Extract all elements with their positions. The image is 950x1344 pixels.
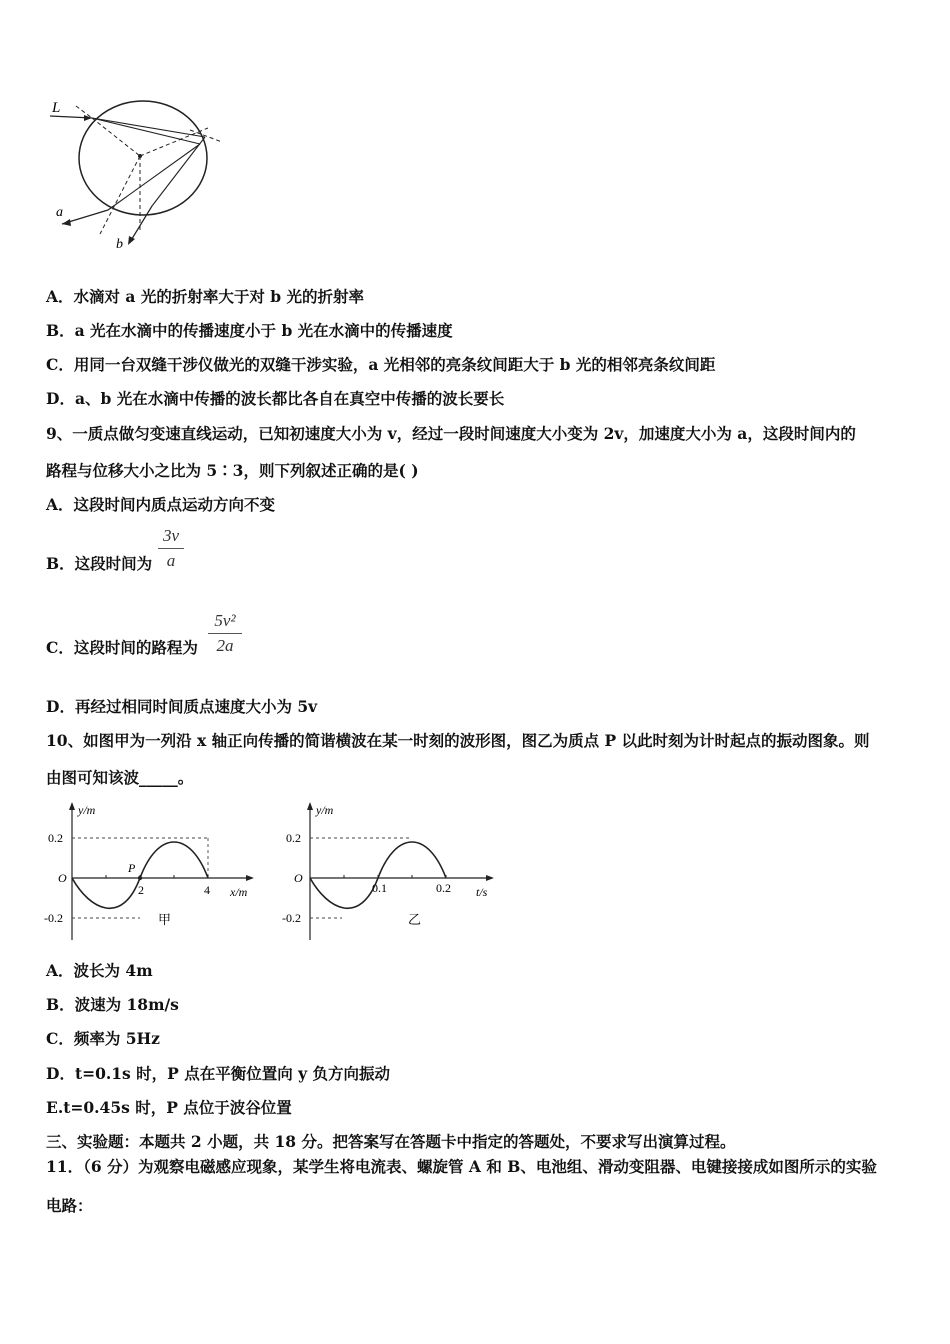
jia-y-pos: 0.2 xyxy=(48,831,63,845)
q10-stem-line1: 10、如图甲为一列沿 x 轴正向传播的简谐横波在某一时刻的波形图，图乙为质点 P 以此时刻为计时起点的振动图象。则 xyxy=(46,731,870,750)
wave-graph-jia xyxy=(40,800,260,945)
q9-option-b-fraction xyxy=(158,526,184,571)
q9-option-c-fraction xyxy=(208,611,242,656)
jia-x-label: x/m xyxy=(230,885,248,899)
yi-x-tick-0-1: 0.1 xyxy=(372,881,387,895)
vibration-graph-yi xyxy=(278,800,508,945)
q9-option-d: D．再经过相同时间质点速度大小为 5v xyxy=(46,697,318,716)
q9-option-b: B．这段时间为 xyxy=(46,554,153,573)
q9-option-c: C．这段时间的路程为 xyxy=(46,638,198,657)
q9-option-c-denominator: 2a xyxy=(216,636,234,655)
q9-option-a: A．这段时间内质点运动方向不变 xyxy=(46,495,276,514)
q9-option-b-numerator: 3v xyxy=(162,526,180,545)
ray-a-arrow xyxy=(62,219,71,226)
jia-x-tick-2: 2 xyxy=(138,883,144,897)
q9-stem-line2: 路程与位移大小之比为 5∶3，则下列叙述正确的是( ) xyxy=(46,461,419,480)
jia-x-tick-4: 4 xyxy=(204,883,210,897)
jia-caption: 甲 xyxy=(158,912,172,927)
ray-b-arrow xyxy=(128,236,135,245)
yi-y-pos: 0.2 xyxy=(286,831,301,845)
label-a: a xyxy=(56,205,63,220)
yi-x-tick-0-2: 0.2 xyxy=(436,881,451,895)
label-L: L xyxy=(52,100,61,116)
q9-option-b-denominator: a xyxy=(166,551,176,570)
jia-point-p xyxy=(138,876,142,880)
jia-point-p-label: P xyxy=(128,861,136,875)
water-drop-circle xyxy=(79,101,207,215)
q9-stem-line1: 9、一质点做匀变速直线运动，已知初速度大小为 v，经过一段时间速度大小变为 2v，加速度大小为 a，这段时间内的 xyxy=(46,424,856,443)
q10-option-b: B．波速为 18m/s xyxy=(46,995,179,1014)
yi-caption: 乙 xyxy=(408,912,422,927)
q10-stem-line2: 由图可知该波_____。 xyxy=(46,768,194,787)
q9-option-c-numerator: 5v² xyxy=(214,611,236,630)
q11-stem-line1: 11．（6 分）为观察电磁感应现象，某学生将电流表、螺旋管 A 和 B、电池组、滑动变阻器、电键接接成如图所示的实验 xyxy=(46,1157,877,1176)
jia-y-label: y/m xyxy=(78,803,96,817)
water-drop-figure xyxy=(40,92,240,252)
jia-origin: O xyxy=(58,871,67,885)
jia-y-neg: -0.2 xyxy=(44,911,63,925)
label-b: b xyxy=(116,237,123,252)
yi-x-label: t/s xyxy=(476,885,488,899)
q8-option-b: B．a 光在水滴中的传播速度小于 b 光在水滴中的传播速度 xyxy=(46,321,453,340)
yi-origin: O xyxy=(294,871,303,885)
section-3-heading: 三、实验题：本题共 2 小题，共 18 分。把答案写在答题卡中指定的答题处，不要求写出演算过程。 xyxy=(46,1132,736,1151)
q8-option-d: D．a、b 光在水滴中传播的波长都比各自在真空中传播的波长要长 xyxy=(46,389,505,408)
q8-option-a: A．水滴对 a 光的折射率大于对 b 光的折射率 xyxy=(46,287,364,306)
q10-option-c: C．频率为 5Hz xyxy=(46,1029,160,1048)
incident-arrow xyxy=(84,115,92,121)
q11-stem-line2: 电路： xyxy=(46,1196,93,1215)
q8-option-c: C．用同一台双缝干涉仪做光的双缝干涉实验，a 光相邻的亮条纹间距大于 b 光的相邻亮条纹间距 xyxy=(46,355,716,374)
q10-option-d: D．t=0.1s 时，P 点在平衡位置向 y 负方向振动 xyxy=(46,1064,391,1083)
q10-option-a: A．波长为 4m xyxy=(46,961,153,980)
q10-option-e: E.t=0.45s 时，P 点位于波谷位置 xyxy=(46,1098,292,1117)
yi-y-label: y/m xyxy=(316,803,334,817)
yi-y-neg: -0.2 xyxy=(282,911,301,925)
